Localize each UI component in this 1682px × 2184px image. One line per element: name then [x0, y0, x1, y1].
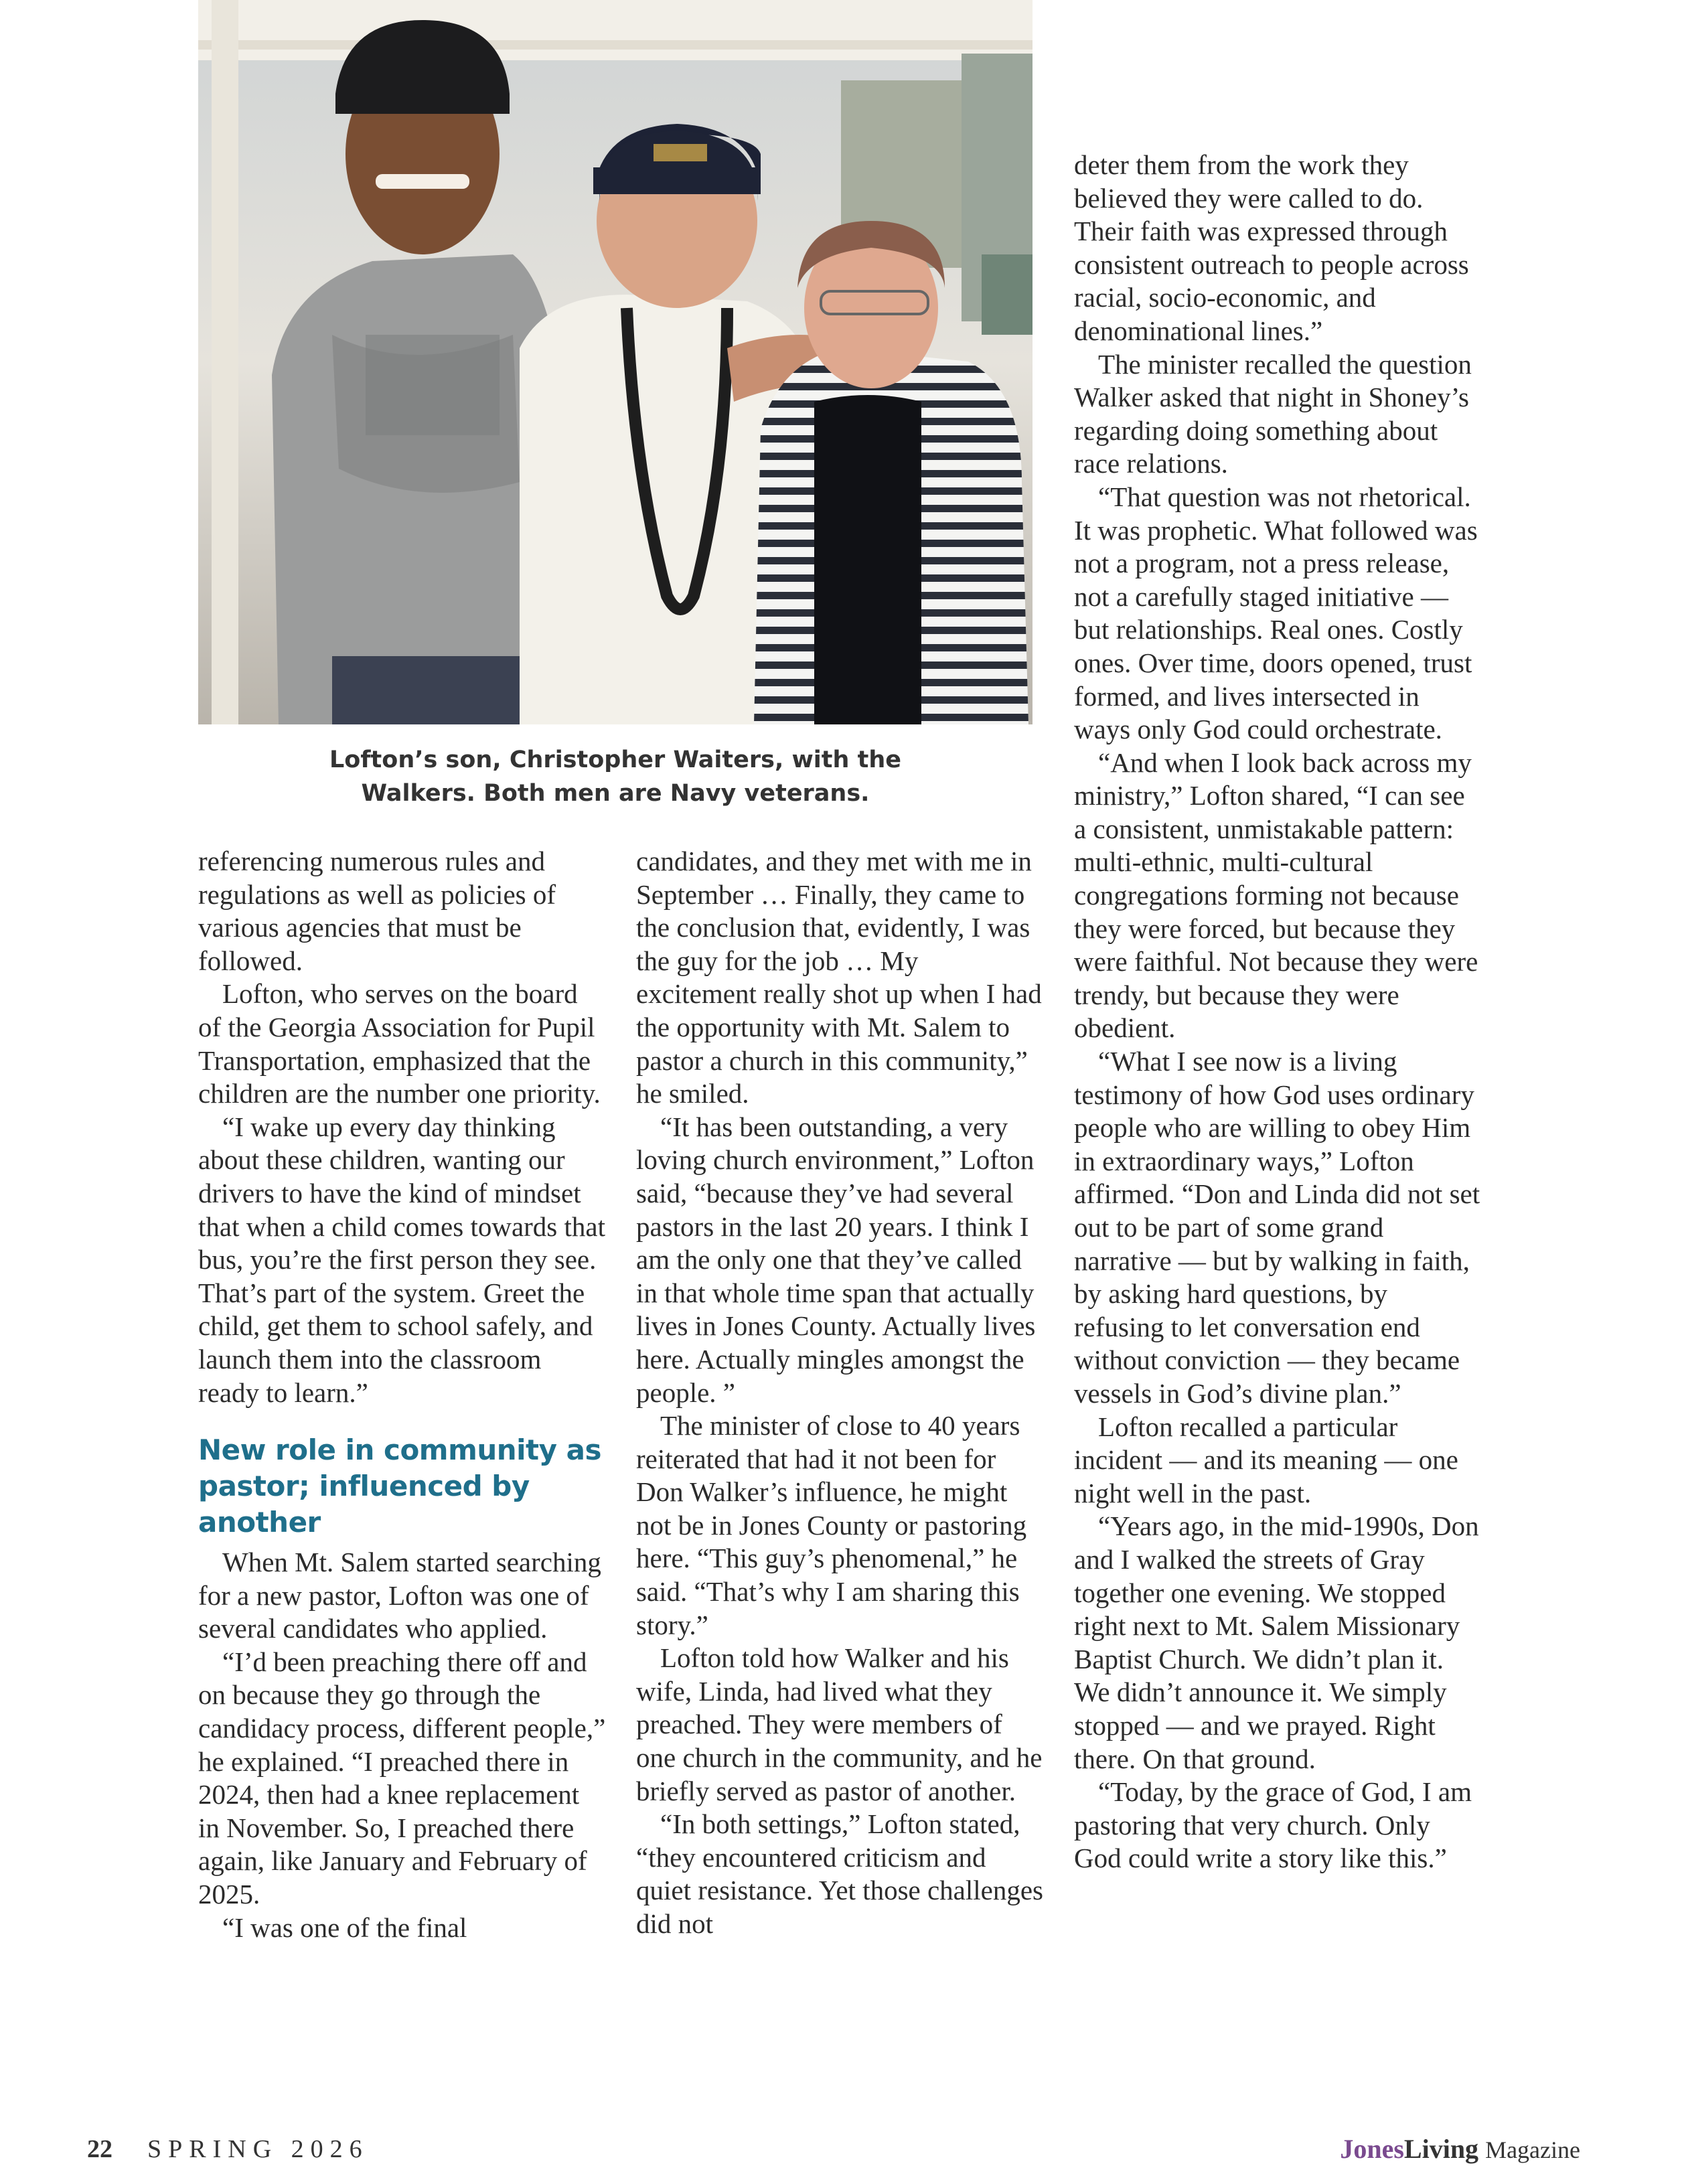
paragraph: Lofton recalled a particular incident — and its meaning — one night well in the past.	[1074, 1411, 1458, 1508]
paragraph: “That question was not rhetorical. It was prophetic. What followed was not a program, not a press release, not a carefully staged initiative — but relationships. Real ones. Costly ones. Over time, doors opened, trust formed, and lives intersected in ways only God could orchestrate.	[1074, 481, 1478, 745]
paragraph: referencing numerous rules and regulations as well as policies of various agencies that must be followed.	[198, 846, 556, 976]
paragraph: Lofton told how Walker and his wife, Linda, had lived what they preached. They were members of one church in the community, and he briefly served as pastor of another.	[636, 1642, 1043, 1806]
brand-living: Living	[1403, 2134, 1479, 2164]
paragraph: “I’d been preaching there off and on because they go through the candidacy process, different people,” he explained. “I preached there in 2024, then had a knee replacement in November. So, I preached there again, like January and February of 2025.	[198, 1646, 606, 1910]
photo-illustration	[198, 0, 1033, 724]
paragraph: “And when I look back across my ministry,” Lofton shared, “I can see a consistent, unmistakable pattern: multi-ethnic, multi-cultural congregations forming not because they were forced, but because they were faithful. Not because they were trendy, but because they were obedient.	[1074, 747, 1478, 1044]
caption-line-1: Lofton’s son, Christopher Waiters, with the	[329, 747, 902, 773]
brand-magazine: Magazine	[1485, 2136, 1580, 2163]
paragraph: Lofton, who serves on the board of the Georgia Association for Pupil Transportation, emphasized that the children are the number one priority.	[198, 978, 601, 1109]
paragraph: The minister recalled the question Walker asked that night in Shoney’s regarding doing something about race relations.	[1074, 348, 1472, 479]
paragraph: When Mt. Salem started searching for a new pastor, Lofton was one of several candidates who applied.	[198, 1547, 601, 1644]
page-footer-left	[87, 2134, 369, 2164]
paragraph: “It has been outstanding, a very loving church environment,” Lofton said, “because they’ve had several pastors in the last 20 years. I think I am the only one that they’ve called in that whole time span that actually lives in Jones County. Actually lives here. Actually mingles amongst the people. ”	[636, 1111, 1036, 1408]
paragraph: “I wake up every day thinking about these children, wanting our drivers to have the kind of mindset that when a child comes towards that bus, you’re the first person they see. That’s part of the system. Greet the child, get them to school safely, and launch them into the classroom ready to learn.”	[198, 1111, 605, 1408]
page-number: 22	[87, 2135, 112, 2163]
article-column-3	[1074, 149, 1482, 1875]
paragraph: “I was one of the final	[222, 1912, 467, 1943]
paragraph: The minister of close to 40 years reiterated that had it not been for Don Walker’s influence, he might not be in Jones County or pastoring here. “This guy’s phenomenal,” he said. “That’s why I am sharing this story.”	[636, 1410, 1027, 1640]
paragraph: deter them from the work they believed they were called to do. Their faith was expressed through consistent outreach to people across racial, socio-economic, and denominational lines.”	[1074, 149, 1469, 346]
paragraph: “In both settings,” Lofton stated, “they encountered criticism and quiet resistance. Yet those challenges did not	[636, 1808, 1044, 1939]
article-column-2	[636, 845, 1045, 1941]
issue-season: SPRING 2026	[147, 2135, 369, 2163]
caption-line-2: Walkers. Both men are Navy veterans.	[361, 780, 870, 807]
brand-jones: Jones	[1340, 2134, 1404, 2164]
section-subhead: New role in community as pastor; influenced by another	[198, 1433, 601, 1539]
magazine-brand	[1340, 2133, 1580, 2165]
article-photo	[198, 0, 1033, 724]
photo-caption	[198, 743, 1033, 810]
paragraph: “Years ago, in the mid-1990s, Don and I walked the streets of Gray together one evening. We stopped right next to Mt. Salem Missionary Baptist Church. We didn’t plan it. We didn’t announce it. We simply stopped — and we prayed. Right there. On that ground.	[1074, 1510, 1479, 1774]
paragraph: “What I see now is a living testimony of how God uses ordinary people who are willing to obey Him in extraordinary ways,” Lofton affirmed. “Don and Linda did not set out to be part of some grand narrative — but by walking in faith, by asking hard questions, by refusing to let conversation end without conviction — they became vessels in God’s divine plan.”	[1074, 1046, 1480, 1409]
article-column-1	[198, 845, 607, 1944]
paragraph: candidates, and they met with me in September … Finally, they came to the conclusion that, evidently, I was the guy for the job … My excitement really shot up when I had the opportunity with Mt. Salem to pastor a church in this community,” he smiled.	[636, 846, 1042, 1109]
paragraph: “Today, by the grace of God, I am pastoring that very church. Only God could write a story like this.”	[1074, 1776, 1472, 1874]
